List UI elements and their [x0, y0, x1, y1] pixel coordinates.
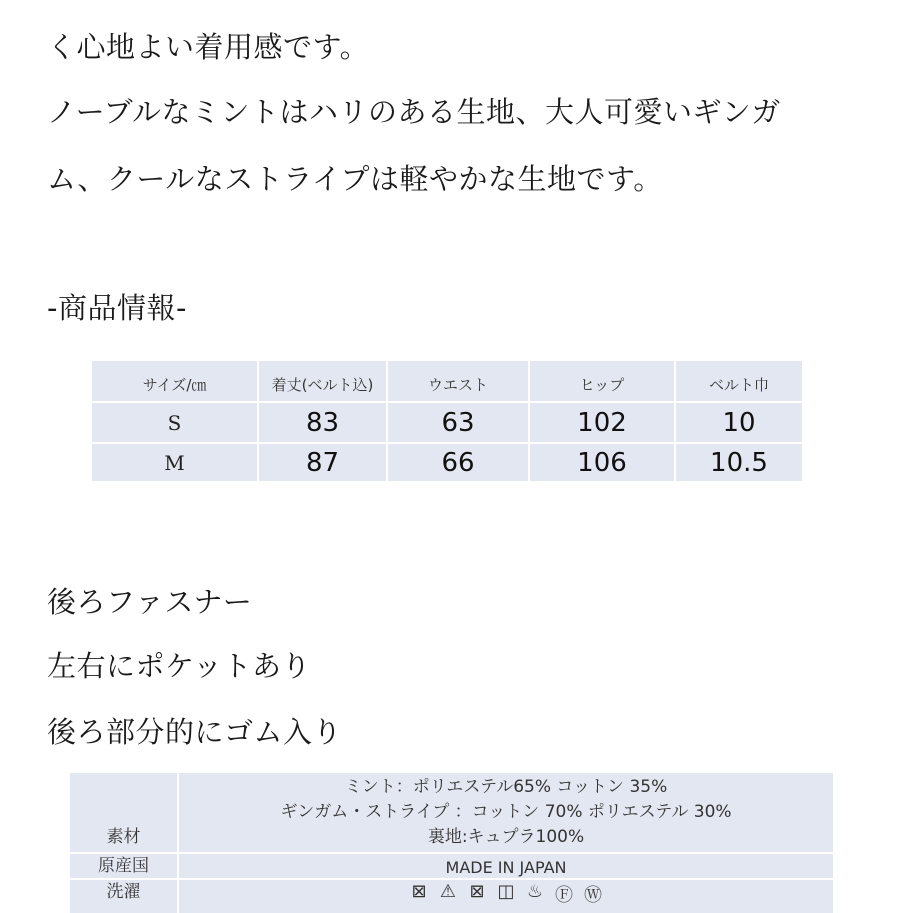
table-row	[92, 403, 802, 443]
table-cell: 83	[305, 408, 340, 438]
care-icons	[179, 881, 833, 907]
no-wash-icon: ⊠	[411, 881, 427, 902]
table-cell: 102	[577, 408, 627, 438]
feature-item: 後ろ部分的にゴム入り	[47, 715, 343, 749]
feature-item: 後ろファスナー	[47, 585, 253, 619]
header-cell: 着丈(ベルト込)	[271, 375, 374, 394]
size-label: S	[167, 411, 182, 435]
table-cell: 10.5	[710, 448, 768, 478]
material-label: 素材	[106, 827, 141, 847]
row-divider	[70, 852, 833, 854]
origin-value: MADE IN JAPAN	[445, 858, 567, 877]
size-table-header	[92, 366, 802, 402]
column-divider	[257, 361, 259, 481]
description-line-1: く心地よい着用感です。	[47, 30, 370, 64]
column-divider	[674, 361, 676, 481]
description-line-2: ノーブルなミントはハリのある生地、大人可愛いギンガ	[47, 95, 781, 129]
column-divider	[528, 361, 530, 481]
material-line: ミント：ポリエステル65% コットン 35%	[344, 777, 668, 797]
origin-label: 原産国	[98, 856, 149, 876]
material-line: ギンガム・ストライプ ：コットン 70% ポリエステル 30%	[280, 802, 732, 822]
material-line: 裏地:キュプラ100%	[427, 827, 585, 847]
line-dry-icon: ◫	[497, 881, 515, 902]
size-table	[92, 361, 802, 481]
no-bleach-icon: ⚠	[439, 881, 457, 902]
header-cell: ヒップ	[579, 375, 625, 394]
row-divider	[70, 878, 833, 880]
no-tumble-dry-icon: ⊠	[469, 881, 485, 902]
feature-item: 左右にポケットあり	[47, 649, 312, 683]
header-cell: ベルト巾	[708, 375, 769, 394]
table-cell: 10	[722, 408, 756, 438]
table-cell: 66	[441, 448, 475, 478]
description-line-3: ム、クールなストライプは軽やかな生地です。	[47, 162, 663, 196]
header-cell: サイズ/㎝	[142, 375, 207, 394]
column-divider	[386, 361, 388, 481]
table-row	[92, 443, 802, 483]
table-cell: 106	[577, 448, 627, 478]
size-label: M	[164, 451, 185, 475]
header-cell: ウエスト	[427, 375, 488, 394]
care-label: 洗濯	[106, 882, 141, 902]
table-cell: 87	[305, 448, 340, 478]
material-table	[70, 773, 833, 913]
dry-clean-f-icon: Ⓕ	[555, 885, 573, 906]
wet-clean-w-icon: Ⓦ	[584, 885, 602, 906]
table-cell: 63	[441, 408, 475, 438]
iron-icon: ♨	[526, 881, 544, 902]
section-heading: -商品情報-	[47, 291, 187, 325]
